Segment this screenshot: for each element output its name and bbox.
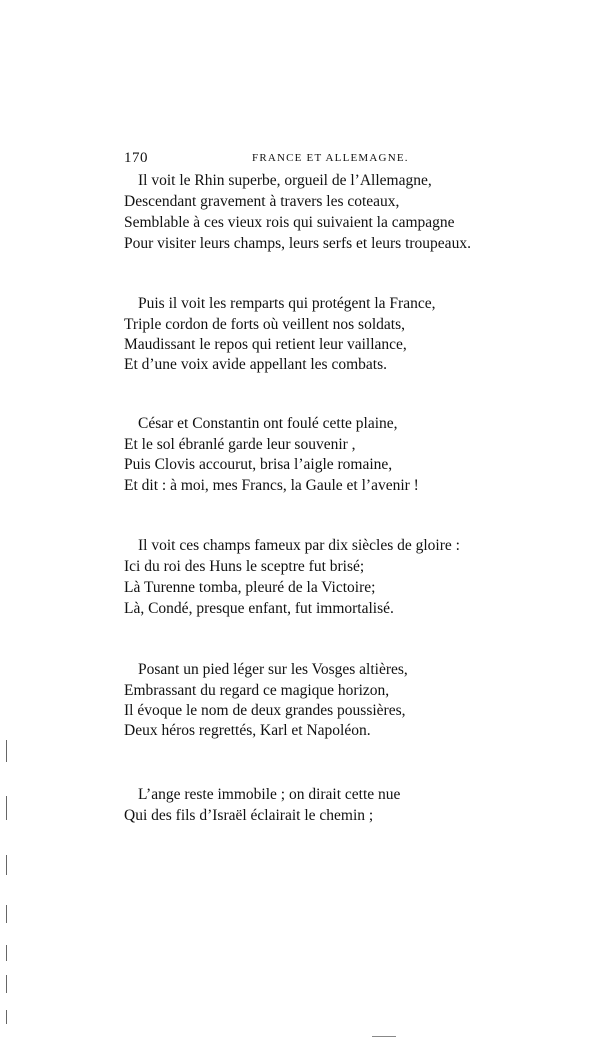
verse-line: Il voit le Rhin superbe, orgueil de l’Allemagne, [138,172,432,189]
verse-line: L’ange reste immobile ; on dirait cette nue [138,786,401,803]
scan-margin-mark [6,945,7,961]
verse-line: Maudissant le repos qui retient leur vaillance, [124,336,407,353]
verse-line: Triple cordon de forts où veillent nos soldats, [124,316,405,333]
verse-line: Descendant gravement à travers les coteaux, [124,193,400,210]
verse-line: Et dit : à moi, mes Francs, la Gaule et l’avenir ! [124,477,419,494]
verse-line: Là, Condé, presque enfant, fut immortalisé. [124,600,394,617]
verse-line: Deux héros regrettés, Karl et Napoléon. [124,722,371,739]
verse-line: Pour visiter leurs champs, leurs serfs et leurs troupeaux. [124,235,471,252]
verse-line: Semblable à ces vieux rois qui suivaient la campagne [124,214,455,231]
verse-line: Embrassant du regard ce magique horizon, [124,682,390,699]
scan-margin-mark [6,740,7,762]
scan-margin-mark [6,905,7,923]
page-number: 170 [124,150,148,166]
running-head: FRANCE ET ALLEMAGNE. [252,152,409,164]
verse-line: Ici du roi des Huns le sceptre fut brisé; [124,558,365,575]
verse-line: Et le sol ébranlé garde leur souvenir , [124,436,356,453]
verse-line: Il évoque le nom de deux grandes poussières, [124,702,406,719]
footer-rule [372,1036,396,1037]
verse-line: Là Turenne tomba, pleuré de la Victoire; [124,579,376,596]
scan-margin-mark [6,796,7,820]
verse-line: Puis Clovis accourut, brisa l’aigle romaine, [124,456,393,473]
scan-margin-mark [6,1010,7,1024]
verse-line: Et d’une voix avide appellant les combats. [124,356,387,373]
verse-line: Puis il voit les remparts qui protégent la France, [138,295,436,312]
verse-line: Posant un pied léger sur les Vosges altières, [138,661,408,678]
verse-line: Il voit ces champs fameux par dix siècles de gloire : [138,537,460,554]
scan-margin-mark [6,975,7,993]
scan-margin-mark [6,855,7,875]
verse-line: César et Constantin ont foulé cette plaine, [138,415,398,432]
verse-line: Qui des fils d’Israël éclairait le chemin ; [124,807,374,824]
page-header [124,150,414,168]
